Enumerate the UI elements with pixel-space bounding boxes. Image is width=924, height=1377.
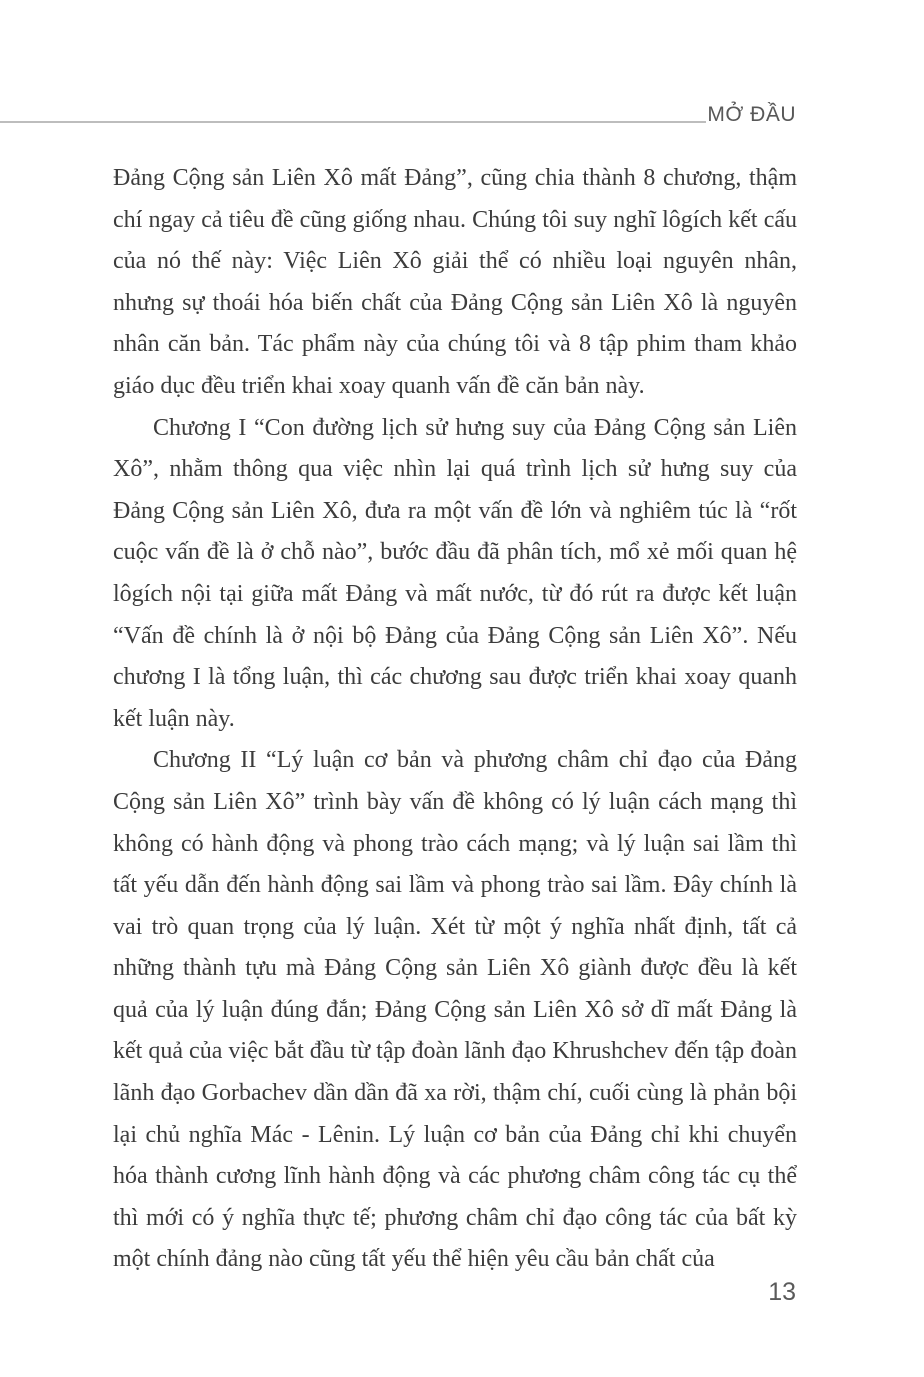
header-divider [0,121,706,123]
page-number: 13 [768,1278,796,1306]
page-body [113,158,797,1281]
running-header: MỞ ĐẦU [707,103,796,126]
paragraph-continuation: Đảng Cộng sản Liên Xô mất Đảng”, cũng chia thành 8 chương, thậm chí ngay cả tiêu đề cũng giống nhau. Chúng tôi suy nghĩ lôgích kết cấu của nó thế này: Việc Liên Xô giải thể có nhiều loại nguyên nhân, nhưng sự thoái hóa biến chất của Đảng Cộng sản Liên Xô là nguyên nhân căn bản. Tác phẩm này của chúng tôi và 8 tập phim tham khảo giáo dục đều triển khai xoay quanh vấn đề căn bản này. [113,165,797,399]
paragraph-chapter-2: Chương II “Lý luận cơ bản và phương châm chỉ đạo của Đảng Cộng sản Liên Xô” trình bày vấn đề không có lý luận cách mạng thì không có hành động và phong trào cách mạng; và lý luận sai lầm thì tất yếu dẫn đến hành động sai lầm và phong trào sai lầm. Đây chính là vai trò quan trọng của lý luận. Xét từ một ý nghĩa nhất định, tất cả những thành tựu mà Đảng Cộng sản Liên Xô giành được đều là kết quả của lý luận đúng đắn; Đảng Cộng sản Liên Xô sở dĩ mất Đảng là kết quả của việc bắt đầu từ tập đoàn lãnh đạo Khrushchev đến tập đoàn lãnh đạo Gorbachev dần dần đã xa rời, thậm chí, cuối cùng là phản bội lại chủ nghĩa Mác - Lênin. Lý luận cơ bản của Đảng chỉ khi chuyển hóa thành cương lĩnh hành động và các phương châm công tác cụ thể thì mới có ý nghĩa thực tế; phương châm chỉ đạo công tác của bất kỳ một chính đảng nào cũng tất yếu thể hiện yêu cầu bản chất của [113,747,797,1273]
paragraph-chapter-1: Chương I “Con đường lịch sử hưng suy của Đảng Cộng sản Liên Xô”, nhằm thông qua việc nhìn lại quá trình lịch sử hưng suy của Đảng Cộng sản Liên Xô, đưa ra một vấn đề lớn và nghiêm túc là “rốt cuộc vấn đề là ở chỗ nào”, bước đầu đã phân tích, mổ xẻ mối quan hệ lôgích nội tại giữa mất Đảng và mất nước, từ đó rút ra được kết luận “Vấn đề chính là ở nội bộ Đảng của Đảng Cộng sản Liên Xô”. Nếu chương I là tổng luận, thì các chương sau được triển khai xoay quanh kết luận này. [113,414,797,732]
